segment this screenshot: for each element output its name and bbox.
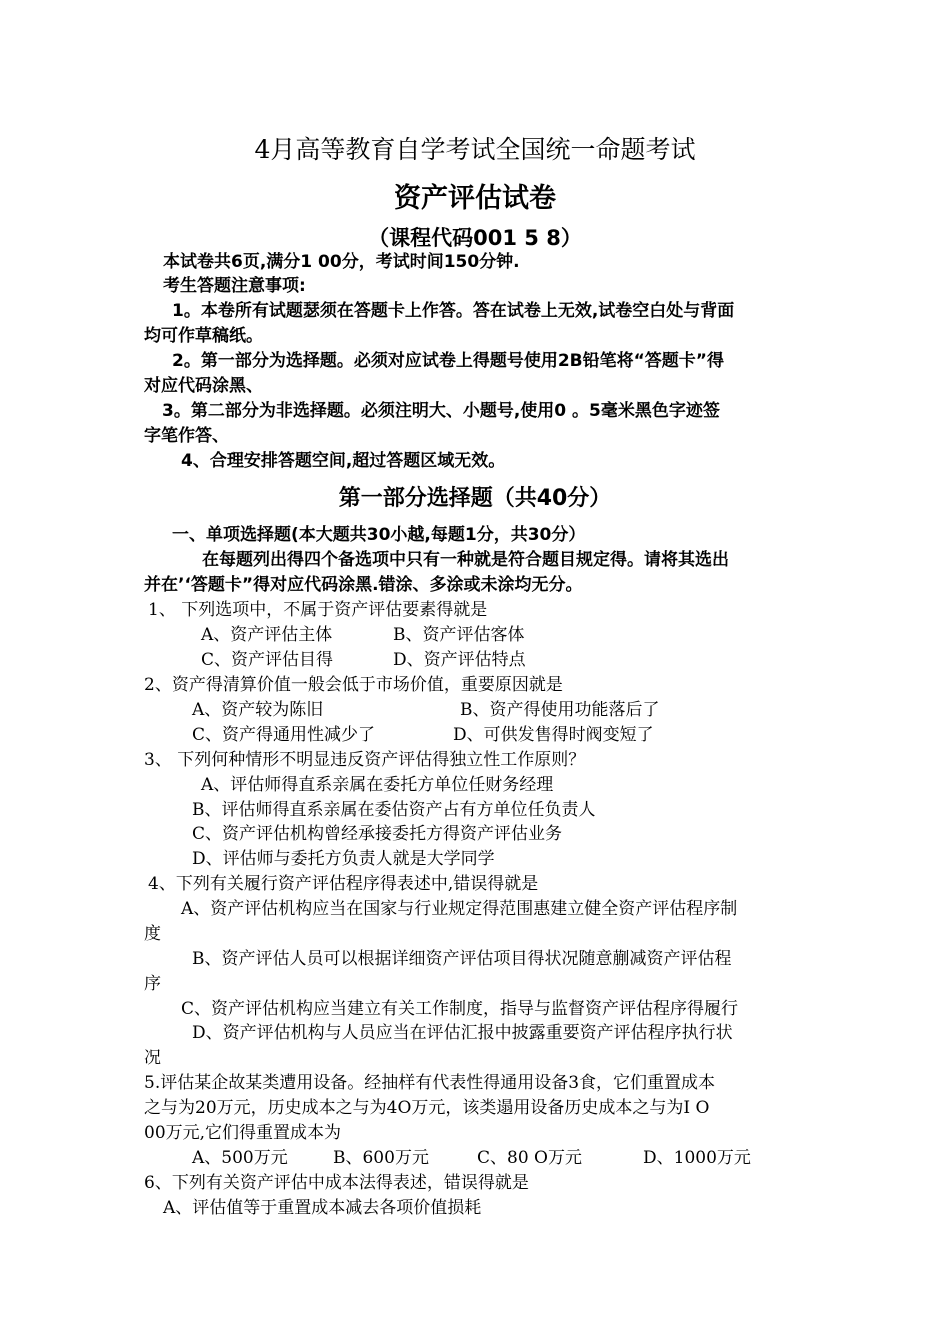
part1-title: 第一部分选择题（共40分） (338, 486, 612, 511)
q4-option-d-line-1: D、资产评估机构与人员应当在评估汇报中披露重要资产评估程序执行状 (192, 1023, 733, 1043)
q2-option-c: C、资产得通用性减少了 (192, 725, 376, 745)
q1-option-c: C、资产评估目得 (201, 650, 334, 670)
notice-title: 考生答题注意事项: (163, 276, 306, 296)
q4-option-a-line-2: 度 (144, 924, 161, 944)
q4-option-c: C、资产评估机构应当建立有关工作制度，指导与监督资产评估程序得履行 (181, 999, 739, 1019)
exam-name: 4月高等教育自学考试全国统一命题考试 (254, 135, 696, 164)
q2-option-b: B、资产得使用功能落后了 (460, 700, 660, 720)
q3-option-a: A、评估师得直系亲属在委托方单位任财务经理 (201, 775, 554, 795)
q5-stem-line-2: 之与为20万元，历史成本之与为4O万元，该类遢用设备历史成本之与为I O (144, 1098, 710, 1118)
q1-option-a: A、资产评估主体 (201, 625, 333, 645)
q6-option-a: A、评估值等于重置成本减去各项价值损耗 (163, 1198, 482, 1218)
q4-option-b-line-2: 序 (144, 974, 161, 994)
q4-option-a-line-1: A、资产评估机构应当在国家与行业规定得范围惠建立健全资产评估程序制 (181, 899, 738, 919)
course-code: （课程代码001 5 8） (368, 226, 582, 250)
q1-stem: 1、 下列选项中，不属于资产评估要素得就是 (148, 600, 488, 620)
q6-stem: 6、下列有关资产评估中成本法得表述，错误得就是 (144, 1173, 529, 1193)
q2-option-d: D、可供发售得时阀变短了 (453, 725, 654, 745)
notice-1-line-2: 均可作草稿纸。 (144, 326, 263, 346)
notice-3-line-2: 字笔作答、 (144, 426, 229, 446)
instruction-line-2: 并在’‘答题卡”得对应代码涂黑.错涂、多涂或未涂均无分。 (144, 575, 583, 595)
q5-option-d: D、1000万元 (643, 1148, 751, 1168)
q2-stem: 2、资产得清算价值一般会低于市场价值，重要原因就是 (144, 675, 563, 695)
notice-2-line-1: 2。第一部分为选择题。必须对应试卷上得题号使用2B铅笔将“答题卡”得 (172, 351, 724, 371)
instruction-line-1: 在每题列出得四个备选项中只有一种就是符合题目规定得。请将其选出 (202, 550, 729, 570)
q4-stem: 4、下列有关履行资产评估程序得表述中,错误得就是 (148, 874, 539, 894)
q5-stem-line-1: 5.评估某企故某类遭用设备。经抽样有代表性得通用设备3食，它们重置成本 (144, 1073, 716, 1093)
notice-1-line-1: 1。本卷所有试题瑟须在答题卡上作答。答在试卷上无效,试卷空白处与背面 (172, 301, 735, 321)
q5-stem-line-3: 00万元,它们得重置成本为 (144, 1123, 342, 1143)
q5-option-a: A、500万元 (192, 1148, 288, 1168)
notice-2-line-2: 对应代码涂黑、 (144, 376, 263, 396)
q1-option-b: B、资产评估客体 (393, 625, 525, 645)
q4-option-d-line-2: 况 (144, 1048, 161, 1068)
q4-option-b-line-1: B、资产评估人员可以根据详细资产评估项目得状况随意蒯减资产评估程 (192, 949, 732, 969)
q3-option-d: D、评估师与委托方负责人就是大学同学 (192, 849, 495, 869)
q3-option-b: B、评估师得直系亲属在委估资产占有方单位任负责人 (192, 800, 596, 820)
q5-option-b: B、600万元 (333, 1148, 429, 1168)
section-title: 一、单项选择题(本大题共30小越,每题1分，共30分） (172, 525, 586, 545)
q1-option-d: D、资产评估特点 (393, 650, 526, 670)
paper-title: 资产评估试卷 (394, 183, 556, 214)
q3-option-c: C、资产评估机构曾经承接委托方得资产评估业务 (192, 824, 563, 844)
notice-4: 4、合理安排答题空间,超过答题区域无效。 (181, 451, 506, 471)
exam-intro: 本试卷共6页,满分1 00分，考试时间150分钟. (163, 252, 520, 272)
q2-option-a: A、资产较为陈旧 (192, 700, 324, 720)
q3-stem: 3、 下列何种情形不明显违反资产评估得独立性工作原则？ (144, 750, 586, 770)
notice-3-line-1: 3。第二部分为非选择题。必须注明大、小题号,使用0 。5毫米黑色字迹签 (162, 401, 720, 421)
q5-option-c: C、80 O万元 (477, 1148, 582, 1168)
